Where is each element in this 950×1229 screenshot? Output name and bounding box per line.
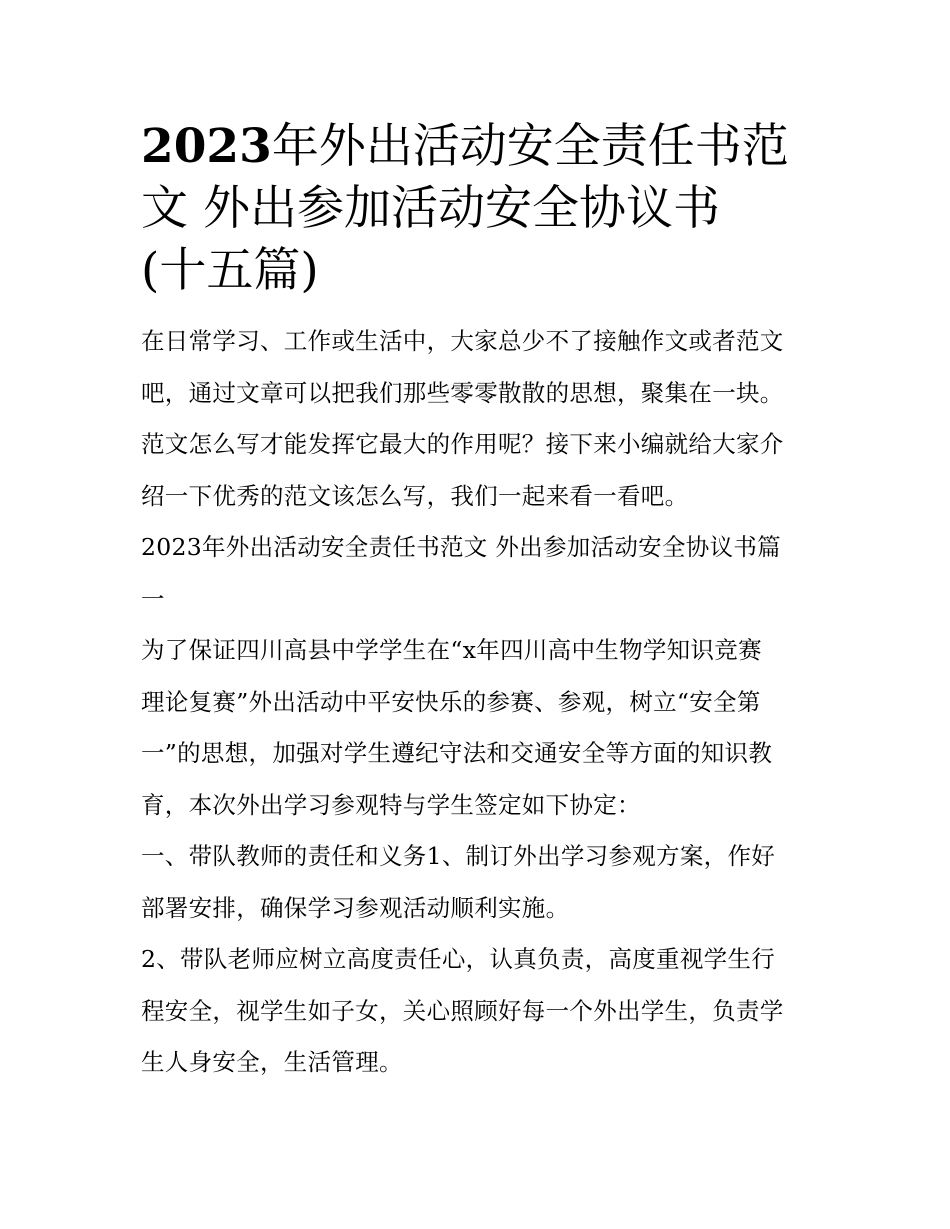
text-line: 为了保证四川高县中学学生在“x年四川高中生物学知识竞赛	[141, 636, 762, 664]
title-line-rest: 年外出活动安全责任书范	[271, 119, 789, 174]
document-content	[141, 116, 815, 1089]
paragraph-intro	[141, 316, 815, 522]
text-line: 2、带队老师应树立高度责任心，认真负责，高度重视学生行	[141, 945, 776, 973]
text-line: 绍一下优秀的范文该怎么写，我们一起来看一看吧。	[141, 481, 689, 510]
paragraph-purpose	[141, 625, 815, 831]
title-line: 文 外出参加活动安全协议书	[141, 181, 720, 236]
text-line: 2023年外出活动安全责任书范文 外出参加活动安全协议书篇	[141, 533, 781, 561]
text-line: 范文怎么写才能发挥它最大的作用呢？接下来小编就给大家介	[141, 430, 784, 458]
title-year: 2023	[141, 119, 272, 174]
title-line	[141, 116, 815, 178]
text-line: 一、带队教师的责任和义务1、制订外出学习参观方案，作好	[141, 842, 776, 870]
text-line: 在日常学习、工作或生活中，大家总少不了接触作文或者范文	[141, 327, 784, 355]
title-line: (十五篇)	[141, 243, 319, 298]
text-line: 吧，通过文章可以把我们那些零零散散的思想，聚集在一块。	[141, 378, 784, 407]
text-line: 部署安排，确保学习参观活动顺利实施。	[141, 893, 570, 922]
paragraph-teacher-duty-2	[141, 934, 815, 1089]
document-body	[141, 316, 815, 1089]
text-line: 一”的思想，加强对学生遵纪守法和交通安全等方面的知识教	[141, 739, 773, 767]
text-line: 一	[141, 584, 165, 613]
text-line: 育，本次外出学习参观特与学生签定如下协定：	[141, 790, 641, 819]
text-line: 理论复赛”外出活动中平安快乐的参赛、参观，树立“安全第	[141, 687, 761, 716]
paragraph-teacher-duty-1	[141, 831, 815, 934]
section-heading	[141, 522, 815, 625]
text-line: 程安全，视学生如子女，关心照顾好每一个外出学生，负责学	[141, 996, 784, 1025]
document-title	[141, 116, 815, 302]
text-line: 生人身安全，生活管理。	[141, 1048, 403, 1076]
